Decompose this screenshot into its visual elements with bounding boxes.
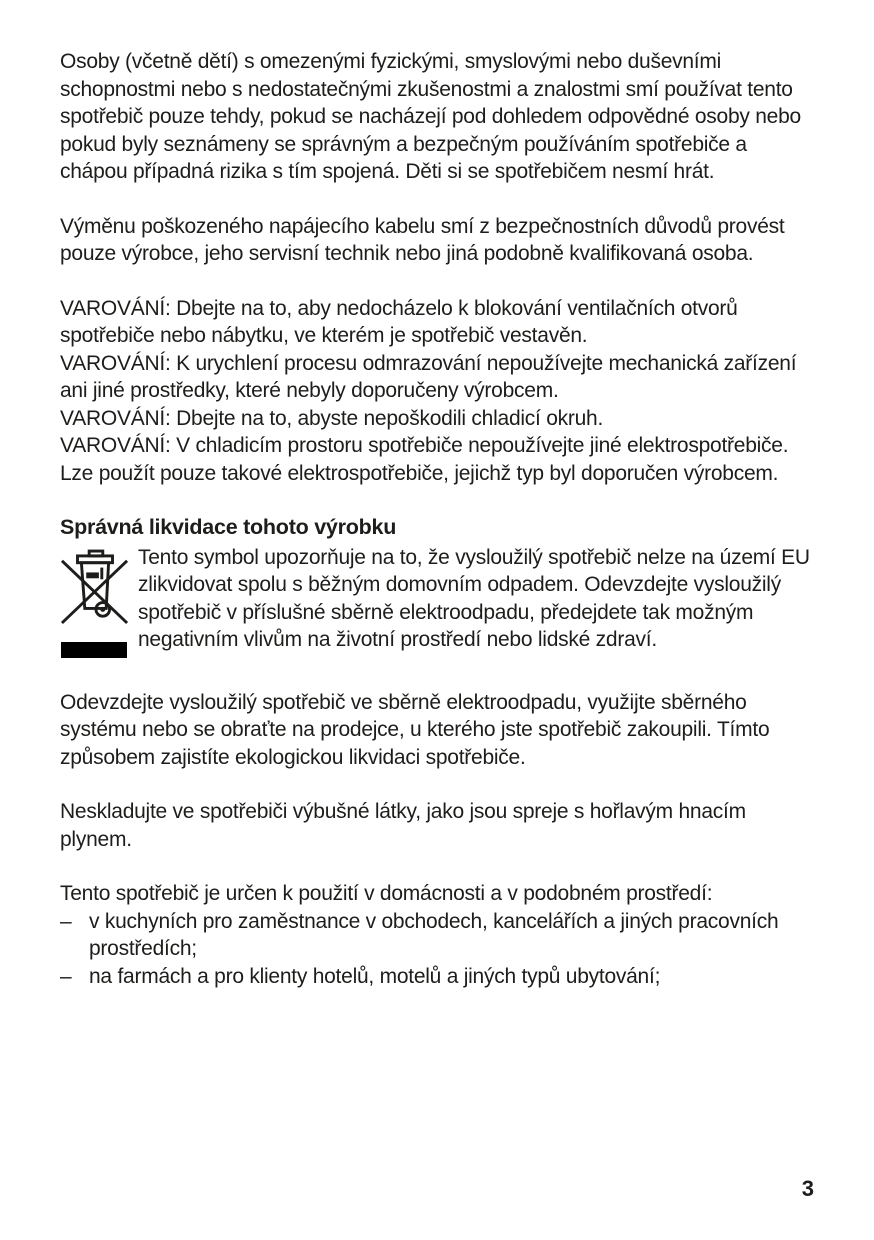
list-dash: – [60,964,72,988]
page-content [60,48,816,990]
disposal-heading: Správná likvidace tohoto výrobku [60,515,397,539]
disposal-section [60,544,816,689]
warning-electrical-appliances: VAROVÁNÍ: V chladicím prostoru spotřebiče nepoužívejte jiné elektrospotřebiče. Lze použít pouze takové elektrospotřebiče, jejichž typ byl doporučen výrobcem. [60,434,789,485]
list-item-text: na farmách a pro klienty hotelů, motelů a jiných typů ubytování; [89,964,661,988]
weee-black-bar [61,642,127,658]
weee-crossed-out-wheelie-bin-icon [60,547,130,658]
list-item [60,963,816,991]
disposal-symbol-text: Tento symbol upozorňuje na to, že vysloužilý spotřebič nelze na území EU zlikvidovat spolu s běžným domovním odpadem. Odevzdejte vysloužilý spotřebič v příslušné sběrně elektroodpadu, předejdete tak možným negativním vlivům na životní prostředí nebo lidské zdraví. [138,545,810,651]
list-item [60,908,816,963]
page-number: 3 [801,1176,814,1201]
paragraph-cable-replacement: Výměnu poškozeného napájecího kabelu smí z bezpečnostních důvodů provést pouze výrobce, jeho servisní technik nebo jiná podobně kvalifikovaná osoba. [60,214,785,265]
warnings-block [60,295,816,488]
warning-ventilation: VAROVÁNÍ: Dbejte na to, aby nedocházelo k blokování ventilačních otvorů spotřebiče nebo nábytku, ve kterém je spotřebič vestavěn. [60,296,738,347]
disposal-continuation: Odevzdejte vysloužilý spotřebič ve sběrně elektroodpadu, využijte sběrného systému nebo se obraťte na prodejce, u kterého jste spotřebič zakoupili. Tímto způsobem zajistíte ekologickou likvidaci spotřebiče. [60,690,770,769]
paragraph-storage-warning: Neskladujte ve spotřebiči výbušné látky, jako jsou spreje s hořlavým hnacím plynem. [60,800,746,851]
list-dash: – [60,909,72,933]
usage-list [60,908,816,991]
warning-defrost: VAROVÁNÍ: K urychlení procesu odmrazování nepoužívejte mechanická zařízení ani jiné prostředky, které nebyly doporučeny výrobcem. [60,351,797,402]
paragraph-supervision: Osoby (včetně dětí) s omezenými fyzickými, smyslovými nebo duševními schopnostmi nebo s nedostatečnými zkušenostmi a znalostmi smí používat tento spotřebič pouze tehdy, pokud se nacházejí pod dohledem odpovědné osoby nebo pokud byly seznámeny se správným a bezpečným používáním spotřebiče a chápou případná rizika s tím spojená. Děti si se spotřebičem nesmí hrát. [60,50,801,183]
warning-cooling-circuit: VAROVÁNÍ: Dbejte na to, abyste nepoškodili chladicí okruh. [60,406,604,430]
usage-intro: Tento spotřebič je určen k použití v domácnosti a v podobném prostředí: [60,882,713,905]
list-item-text: v kuchyních pro zaměstnance v obchodech, kancelářích a jiných pracovních prostředích; [89,909,779,960]
